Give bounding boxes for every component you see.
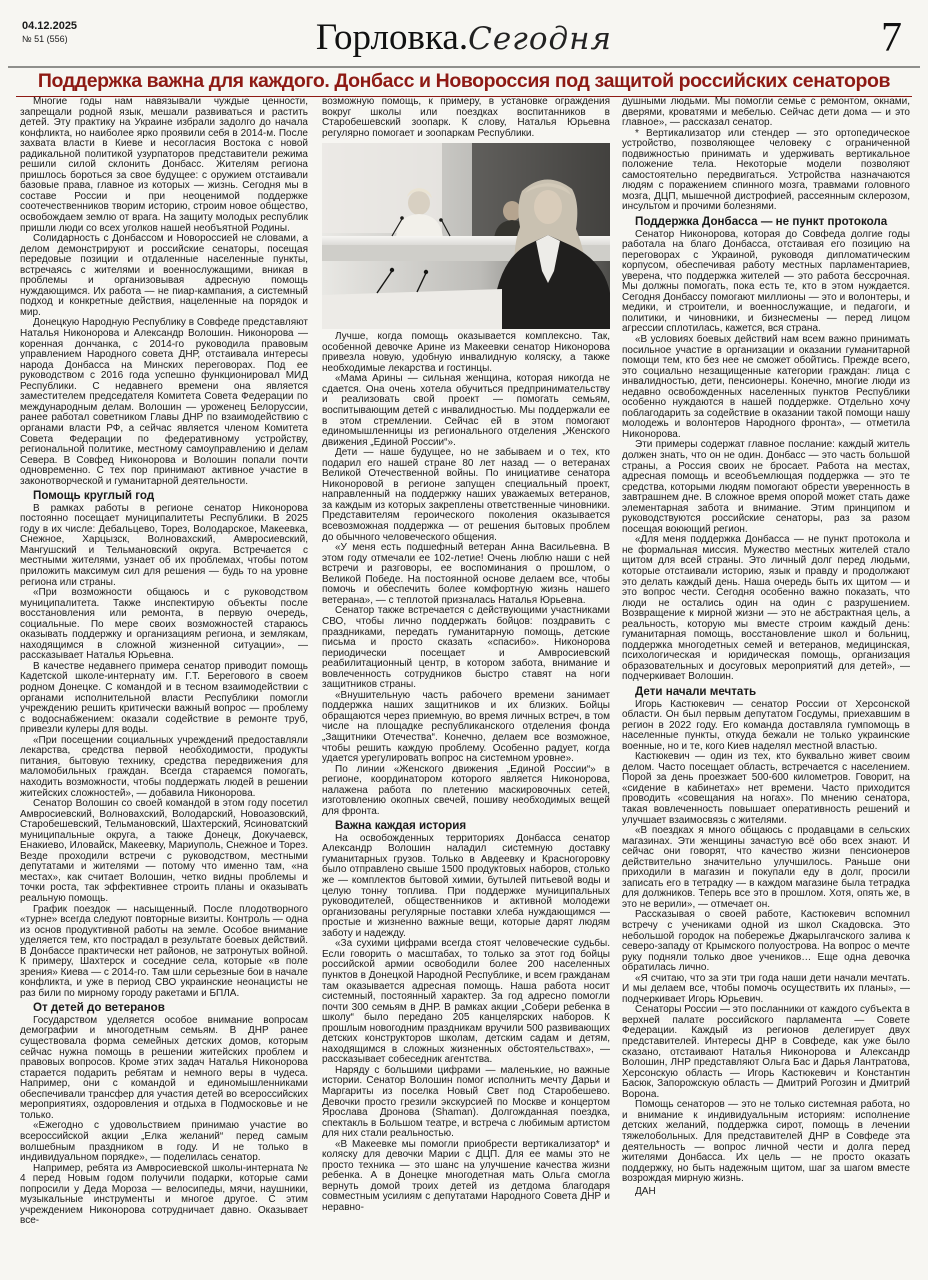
masthead xyxy=(0,16,928,59)
article-paragraph: «Для меня поддержка Донбасса — не пункт протокола и не формальная миссия. Мужество местных жителей стало щитом для всей страны. Это личный долг перед людьми, которые отстаивали историю, язык и правду и продолжают это делать каждый день. Наша очередь быть их щитом — и это вопрос чести. Сегодня особенно важно показать, что люди не остались один на один с разрушением. Возвращение к мирной жизни — это не абстрактная цель, а реальность, которую мы вместе строим каждый день: гуманитарная помощь, восстановление школ и больниц, поддержка многодетных семей и ветеранов, медицинская, психологическая и юридическая помощь, организация образовательных и досуговых мероприятий для детей», — подчеркивает Волошин. xyxy=(622,534,910,683)
issue-number: № 51 (556) xyxy=(22,33,68,44)
column-2-top-text xyxy=(322,97,610,139)
article-paragraph: По линии «Женского движения „Единой России“» в регионе, координатором которого является Никонорова, налажена работа по плетению маскировочных сетей, изготовлению окопных свечей, пошиву необходимых вещей для фронта. xyxy=(322,763,610,817)
article-paragraph: Сенатор Никонорова, которая до Совфеда долгие годы работала на благо Донбасса, отстаивая его позицию на переговорах с Украиной, руководя дипломатическим корпусом, обеспечивая работу местных парламентариев, уверена, что поддержка жителей — это работа бессрочная. Мы должны помогать, пока есть те, кто в этом нуждается. Сегодня Донбассу помогают миллионы — это и волонтеры, и медики, и строители, и военнослужащие, и педагоги, и политики, и чиновники, и бизнесмены — перед лицом агрессии сплотилась, кажется, вся страна. xyxy=(622,228,910,335)
article-paragraph: Эти примеры содержат главное послание: каждый житель должен знать, что он не один. Донбасс — это часть большой страны, а Россия своих не бросает. Работа на местах, адресная помощь и всеобъемлющая поддержка — это те средства, которыми людям помогают обрести уверенность в завтрашнем дне. В сложное время опорой может стать даже элементарная забота и внимание. Этим принципом и руководствуются российские сенаторы, раз за разом посещая воюющий регион. xyxy=(622,439,910,535)
article-paragraph: «У меня есть подшефный ветеран Анна Васильевна. В этом году отмечали ее 102-летие! Очень люблю наши с ней встречи и разговоры, ее воспоминания о прошлом, о Великой Победе. На постоянной основе делаем все, чтобы помочь и обеспечить более комфортную жизнь нашего ветерана», — с теплотой призналась Наталья Юрьевна. xyxy=(322,542,610,606)
article-paragraph: «При возможности общаюсь и с руководством муниципалитета. Также инспектирую объекты после восстановления или ремонта, в первую очередь, социальные. По мере своих возможностей стараюсь оказывать поддержку и организациям региона, и землякам, находящимся в сложной жизненной ситуации», — рассказывает Наталья Юрьевна. xyxy=(20,587,308,662)
article-paragraph: Сенаторы России — это посланники от каждого субъекта в верхней палате российского парламента — Совете Федерации. Каждый из регионов делегирует двух представителей. Интересы ДНР в Совфеде, как уже было сказано, отстаивают Наталья Никонорова и Александр Волошин, ЛНР представляют Ольга Бас и Дарья Лантратова, Херсонскую область — Игорь Кастюкевич и Константин Басюк, Запорожскую область — Дмитрий Рогозин и Дмитрий Ворона. xyxy=(622,1004,910,1100)
article-paragraph: В качестве недавнего примера сенатор приводит помощь Кадетской школе-интернату им. Г.Т. Берегового в своем родном Донецке. С командой и в тесном взаимодействии с органами исполнительной власти Республики помогли учреждению решить критически важный вопрос — проблему с водоснабжением: оказали содействие в ремонте труб, привезли кулеры для воды. xyxy=(20,660,308,736)
article-paragraph: Солидарность с Донбассом и Новороссией не словами, а делом демонстрируют и российские сенаторы, посещая передовые позиции и отдаленные населенные пункты, встречаясь с жителями и военнослужащими, вникая в проблемы и организовывая адресную помощь нуждающимся. Их работа — не пиар-кампания, а системный подход и конкретные действия, нацеленные на порядок и мир. xyxy=(20,233,308,318)
article-paragraph: «Внушительную часть рабочего времени занимает поддержка наших защитников и их близких. Бойцы обращаются через приемную, во время личных встреч, в том числе на площадке республиканского отделения фонда „Защитники Отечества“. Конечно, делаем все возможное, чтобы решить каждую проблему. Особенно радует, когда удается урегулировать вопрос на системном уровне». xyxy=(322,689,610,765)
article-paragraph: «В поездках я много общаюсь с продавцами в сельских магазинах. Эти женщины зачастую всё обо всех знают. И сейчас они говорят, что качество жизни пенсионеров действительно значительно улучшилось. Раньше они приходили в магазин и покупали еду в долг, просили записать его в тетрадку — в каждом магазине была тетрадка для должников. Теперь все это в прошлом. Хотя, опять же, в это не верили», — отмечает он. xyxy=(622,825,910,910)
section-heading: Важна каждая история xyxy=(335,819,467,833)
section-heading: Помощь круглый год xyxy=(33,489,155,503)
article-paragraph: «Ежегодно с удовольствием принимаю участие во всероссийской акции „Елка желаний“ перед самым волшебным праздником в году. И не только в индивидуальном порядке», — поделилась сенатор. xyxy=(20,1120,308,1164)
page-number: 7 xyxy=(881,15,902,61)
article-paragraph: Государством уделяется особое внимание вопросам демографии и многодетным семьям. В ДНР ранее существовала форма семейных детских домов, которым сейчас нужна помощь в решении житейских проблем и правовых вопросов. Кроме этих задач Наталья Никонорова старается подарить ребятам и немного веры в чудеса. Например, они с командой и единомышленниками обеспечивали трансфер для участия детей во всероссийских мероприятиях, оздоровления и отдыха в Подмосковье и не только. xyxy=(20,1014,308,1121)
article-paragraph: «В Макеевке мы помогли приобрести вертикализатор* и коляску для девочки Марии с ДЦП. Для ее мамы это не просто техника — это шанс на улучшение качества жизни ребенка. А в Донецке многодетная мать Ольга смогла вернуть домой троих детей из детдома благодаря совместным усилиям с депутатами Народного Совета ДНР и неравно- xyxy=(322,1138,610,1213)
header-rule xyxy=(8,66,920,68)
article-paragraph: возможную помощь, к примеру, в установке ограждения вокруг школы или поездках воспитанников в Старобешевский зоопарк. К слову, Наталья Юрьевна регулярно помогает и зоопаркам Республики. xyxy=(322,97,610,139)
masthead-title: Горловка. xyxy=(315,17,469,58)
article-paragraph: Сенатор также встречается с действующими участниками СВО, чтобы лично поддержать бойцов: поздравить с праздниками, передать гуманитарную помощь, детские письма и просто сказать «спасибо». Никонорова периодически посещает и Амвросиевский реабилитационный центр, в котором забота, внимание и вовлеченность сотрудников быстро ставят на ноги защитников страны. xyxy=(322,605,610,691)
masthead-subtitle: Сегодня xyxy=(468,21,613,57)
article-paragraph: «В условиях боевых действий нам всем важно принимать посильное участие в организации и оказании гуманитарной помощи тем, кто без нее не сможет обойтись. Прежде всего, это социально незащищенные категории граждан: лица с инвалидностью, дети, пенсионеры. Конечно, многие люди из недавно освобожденных населенных пунктов Республики особенно нуждаются в нашей поддержке. Отдельно хочу поблагодарить за содействие в оказании такой помощи нашу молодежь и волонтеров Народного фронта», — отметила Никонорова. xyxy=(622,333,910,440)
article-headline: Поддержка важна для каждого. Донбасс и Новороссия под защитой российских сенаторов xyxy=(16,70,912,97)
article-paragraph: «При посещении социальных учреждений предоставляли лекарства, средства первой необходимости, продукты питания, бытовую технику, средства передвижения для маломобильных граждан. Всегда стараемся помогать, находить возможности, чтобы поддержать людей в решении житейских сложностей», — добавила Никонорова. xyxy=(20,734,308,799)
article-column-2 xyxy=(322,97,610,1275)
article-paragraph: Рассказывая о своей работе, Кастюкевич вспомнил встречу с учениками одной из школ Скадовска. Это небольшой городок на побережье Джарылгачского залива к северо-западу от Крымского полуострова. На вопрос о мечте руку подняли только двое учеников… Еще одна девочка обратилась лично. xyxy=(622,909,910,974)
article-column-1 xyxy=(20,97,308,1275)
article-paragraph: Помощь сенаторов — это не только системная работа, но и внимание к индивидуальным историям: исполнение детских желаний, поддержка сирот, помощь в лечении тяжелобольных. Для представителей ДНР в Совфеде эта деятельность — вопрос личной чести и долга перед жителями Донбасса. Их цель — не просто оказать поддержку, но быть надежным щитом, шаг за шагом вместе возрождая мирную жизнь. xyxy=(622,1099,910,1185)
article-paragraph: «За сухими цифрами всегда стоят человеческие судьбы. Если говорить о масштабах, то только за этот год бойцы российской армии освободили более 200 населенных пунктов в Донецкой Народной Республике, и всем гражданам там оказывается адресная помощь. Наша работа носит системный, постоянный характер. За год адресно помогли почти 300 семьям в ДНР. В рамках акции „Собери ребенка в школу“ было передано 205 канцелярских наборов. К прошлым новогодним праздникам вручили 500 развивающих детских конструкторов школам, детским садам и детям, находящимся в сложных жизненных обстоятельствах», — рассказывает собеседник агентства. xyxy=(322,938,610,1066)
column-2-bottom-text xyxy=(322,332,610,1213)
article-paragraph: Дети — наше будущее, но не забываем и о тех, кто подарил его нашей стране 80 лет назад — о ветеранах Великой Отечественной войны. По инициативе сенатора Никоноровой в регионе запущен специальный проект, направленный на поддержку наших уважаемых ветеранов, за каждым из которых закреплены ответственные чиновники. Представителям героического поколения оказывается всевозможная поддержка — от решения бытовых проблем до обычного человеческого общения. xyxy=(322,447,610,543)
article-paragraph: Многие годы нам навязывали чуждые ценности, запрещали родной язык, мешали развиваться и растить детей. Эту практику на Украине избрали задолго до начала конфликта, но наиболее ярко проявили себя в 2014-м. После захвата власти в Киеве и несогласия Востока с новой радикальной политикой узурпаторов представители режима решили силой склонить Донбасс. Жителям региона пришлось бороться за свое будущее: с оружием отстаивали базовые права, главное из которых — жизнь. Сегодня мы в составе России и при неоценимой поддержке соотечественников творим историю, строим новое общество, освобождаем землю от врага. На защиту молодых республик пришли люди со всех уголков нашей необъятной Родины. xyxy=(20,97,308,234)
article-signature: ДАН xyxy=(635,1185,656,1197)
article-paragraph: Донецкую Народную Республику в Совфеде представляют Наталья Никонорова и Александр Волошин. Никонорова — коренная дончанка, с 2014-го руководила правовым управлением Народного совета ДНР, отстаивала интересы народа Донбасса на Минских переговорах. Под ее руководством с 2016 года успешно функционировал МИД Республики. С недавнего времени она является заместителем председателя Комитета Совета Федерации по международным делам. Волошин — уроженец Белоруссии, ранее работал советником Главы ДНР по взаимодействию с органами власти РФ, а сейчас является членом Комитета Совета Федерации по федеративному устройству, региональной политике, местному самоуправлению и делам Севера. В Совфед Никонорова и Волошин попали почти одновременно. С тех пор принимают активное участие в законотворческой и гуманитарной деятельности. xyxy=(20,317,308,487)
article-paragraph: Сенатор Волошин со своей командой в этом году посетил Амвросиевский, Волновахский, Володарский, Новоазовский, Старобешевский, Тельмановский, Шахтерский, Ясиноватский муниципальные округа, а также Донецк, Докучаевск, Енакиево, Иловайск, Макеевку, Мариуполь, Снежное и Торез. Везде проходили встречи с руководством, местными депутатами и жителями — потому что именно там, «на местах», как считает Волошин, четко видны проблемы и точки роста, так эффективнее строить планы и оказывать реальную помощь. xyxy=(20,798,308,904)
article-paragraph: душными людьми. Мы помогли семье с ремонтом, окнами, дверями, кроватями и мебелью. Сейчас дети дома — и это главное», — рассказал сенатор. xyxy=(622,97,910,129)
issue-date: 04.12.2025 xyxy=(22,20,78,32)
article-paragraph: «Я считаю, что за эти три года наши дети начали мечтать. И мы делаем все, чтобы помочь осуществить их планы», — подчеркивает Игорь Юрьевич. xyxy=(622,972,910,1005)
article-paragraph: Игорь Кастюкевич — сенатор России от Херсонской области. Он был первым депутатом Госдумы, приехавшим в регион в 2022 году. Его команда доставляла гумпомощь в населенные пункты, откуда бежали не только украинские военные, но и те, кого Киев наделял местной властью. xyxy=(622,698,910,752)
article-paragraph: Наряду с большими цифрами — маленькие, но важные истории. Сенатор Волошин помог исполнить мечту Дарьи и Маргариты из поселка Новый Свет под Старобешево. Девочки просто грезили экскурсией по Москве и концертом Ярослава Дронова (Shaman). Долгожданная поездка, спектакль в Большом театре, и встреча с любимым артистом для них стали реальностью. xyxy=(322,1064,610,1140)
article-paragraph: На освобожденных территориях Донбасса сенатор Александр Волошин наладил системную доставку гуманитарных грузов. Только в Авдеевку и Красногоровку было отправлено свыше 1500 продуктовых наборов, столько же — комплектов бытовой химии, бутылей питьевой воды и целую тонну топлива. При поддержке муниципальных руководителей, общественников и активной молодежи организованы регулярные поставки хлеба нуждающимся — простые и жизненно важные вещи, которые дарят людям заботу и надежду. xyxy=(322,832,610,939)
article-column-3 xyxy=(622,97,910,1275)
article-paragraph: Кастюкевич — один из тех, кто буквально живет своим делом. Часто посещает область, встречается с населением. Порой за день проезжает 500-600 километров. Говорит, на «сидение в кабинетах» нет времени. Часто приходится проводить «совещания на ногах». По мнению сенатора, такая вовлеченность повышает оперативность решений и улучшает взаимосвязь с жителями. xyxy=(622,751,910,826)
section-heading: От детей до ветеранов xyxy=(33,1001,165,1015)
section-heading: Поддержка Донбасса — не пункт протокола xyxy=(635,215,888,229)
article-paragraph: Лучше, когда помощь оказывается комплексно. Так, особенной девочке Арине из Макеевки сенатор Никонорова привезла новую, удобную инвалидную коляску, а также необходимые лекарства и гостинцы. xyxy=(322,331,610,374)
article-photo xyxy=(322,143,610,329)
article-paragraph: «Мама Арины — сильная женщина, которая никогда не сдается. Она очень хотела обучиться предпринимательству и реализовать свой проект — помогать семьям, воспитывающим детей с инвалидностью. Мы поддержали ее в этом стремлении. Сейчас ей в этом помогают единомышленницы из регионального отделения „Женского движения „Единой России“». xyxy=(322,373,610,448)
article-paragraph: В рамках работы в регионе сенатор Никонорова постоянно посещает муниципалитеты Республики. В 2025 году в их числе: Дебальцево, Торез, Володарское, Макеевка, Снежное, Харцызск, Волновахский, Амвросиевский, Мангушский и Тельмановский округа. Встречается с местными жителями, узнает об их проблемах, чтобы потом приложить максимум сил для решения — будь то на уровне региона или страны. xyxy=(20,502,308,588)
article-paragraph: * Вертикализатор или стендер — это ортопедическое устройство, позволяющее человеку с ограниченной подвижностью принимать и удерживать вертикальное положение тела. Некоторые модели позволяют самостоятельно передвигаться. Устройства назначаются людям с поражением спинного мозга, травмами головного мозга, ДЦП, мышечной дистрофией, рассеянным склерозом, инсультом и прочими болезнями. xyxy=(622,127,910,213)
article-paragraph: Например, ребята из Амвросиевской школы-интерната № 4 перед Новым годом получили подарки, которые сами попросили у Деда Мороза — велосипеды, мячи, наушники, музыкальные инструменты и многое другое. С этим учреждением Никонорова сотрудничает давно. Оказывает все- xyxy=(20,1162,308,1227)
section-heading: Дети начали мечтать xyxy=(635,685,757,699)
session-photo-illustration xyxy=(322,143,610,329)
article-paragraph: График поездок — насыщенный. После плодотворного «турне» всегда следуют повторные визиты. Контроль — одна из основ продуктивной работы на земле. Особое внимание уделяется тем, кто пострадал в результате боевых действий. В Донбассе практически нет районов, не затронутых войной. К примеру, Шахтерск и соседние села, которые «в поле зрения» Киева — с 2014-го. Там шли серьезные бои в начале конфликта, и уже в период СВО украинские неонацисты не раз били по мирному городу ракетами и БПЛА. xyxy=(20,903,308,999)
